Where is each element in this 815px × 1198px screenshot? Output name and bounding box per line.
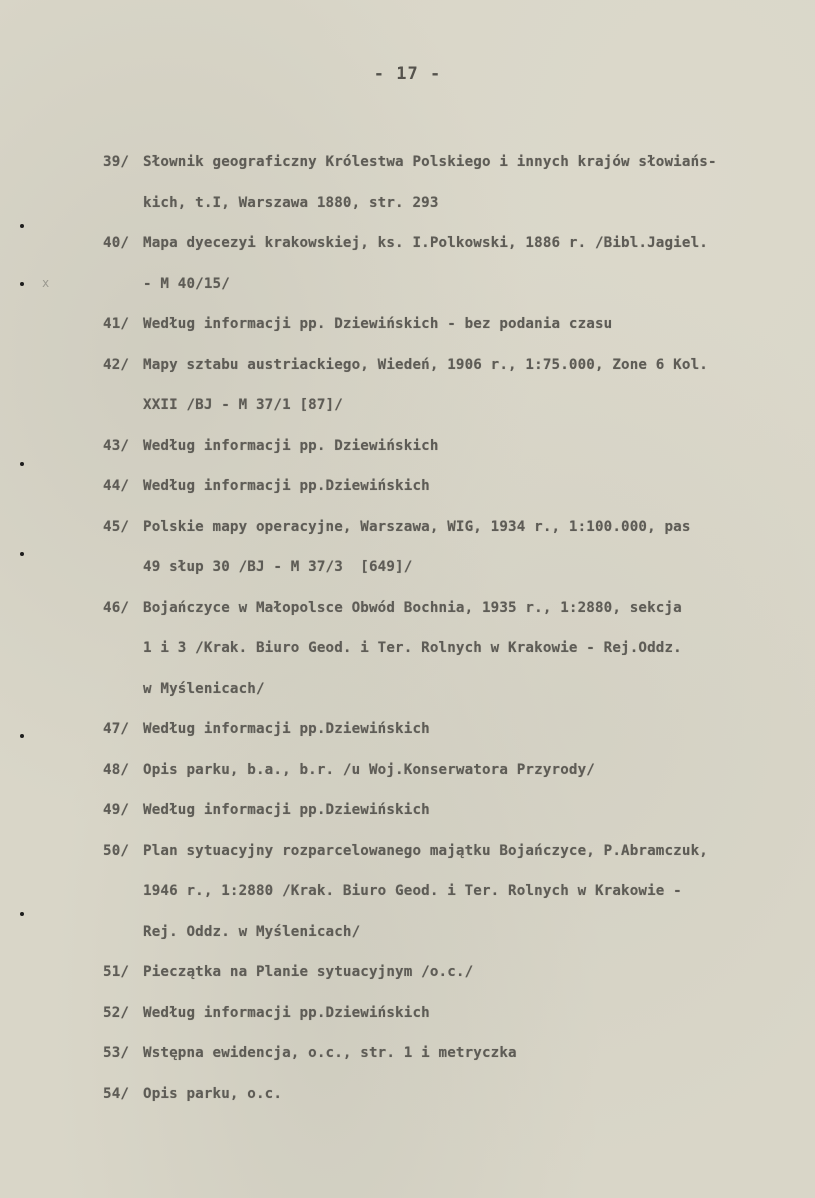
footnote-text: Opis parku, b.a., b.r. /u Woj.Konserwatora Przyrody/	[143, 761, 595, 778]
footnote-51	[103, 952, 803, 993]
footnote-49	[103, 790, 803, 831]
footnote-text: Mapy sztabu austriackiego, Wiedeń, 1906 r., 1:75.000, Zone 6 Kol.	[143, 356, 708, 373]
footnote-number: 46/	[103, 599, 130, 616]
footnote-text: Polskie mapy operacyjne, Warszawa, WIG, 1934 r., 1:100.000, pas	[143, 518, 691, 535]
footnote-number: 49/	[103, 802, 130, 818]
footnote-48	[103, 750, 803, 791]
footnote-text-continued: w Myślenicach/	[143, 680, 265, 697]
punch-hole-mark	[20, 224, 24, 228]
footnote-text-continued: Rej. Oddz. w Myślenicach/	[143, 923, 361, 940]
footnote-text: Według informacji pp. Dziewińskich - bez podania czasu	[143, 316, 613, 332]
footnote-text-continued: 49 słup 30 /BJ - M 37/3 [649]/	[143, 559, 413, 575]
punch-hole-mark	[20, 282, 24, 286]
footnote-46	[103, 588, 803, 710]
footnote-number: 53/	[103, 1045, 130, 1061]
footnote-text-continued: kich, t.I, Warszawa 1880, str. 293	[143, 194, 439, 211]
footnote-text-continued: - M 40/15/	[143, 275, 230, 292]
footnote-42	[103, 345, 803, 426]
footnote-43	[103, 426, 803, 467]
footnote-52	[103, 993, 803, 1034]
footnote-40	[103, 223, 803, 304]
footnote-number: 51/	[103, 964, 130, 980]
footnote-number: 52/	[103, 1004, 130, 1021]
footnote-text: Mapa dyecezyi krakowskiej, ks. I.Polkowski, 1886 r. /Bibl.Jagiel.	[143, 235, 708, 251]
footnote-53	[103, 1033, 803, 1074]
footnote-number: 50/	[103, 842, 130, 859]
footnote-number: 48/	[103, 761, 130, 778]
footnote-number: 45/	[103, 518, 130, 535]
page-number: - 17 -	[373, 64, 442, 84]
footnote-number: 47/	[103, 721, 130, 737]
footnote-44	[103, 466, 803, 507]
punch-hole-mark	[20, 734, 24, 738]
footnote-text: Według informacji pp.Dziewińskich	[143, 478, 430, 494]
footnote-text: Wstępna ewidencja, o.c., str. 1 i metryczka	[143, 1045, 517, 1061]
punch-hole-mark	[20, 462, 24, 466]
footnote-45	[103, 507, 803, 588]
punch-hole-mark	[20, 552, 24, 556]
footnote-text: Słownik geograficzny Królestwa Polskiego i innych krajów słowiańs-	[143, 154, 717, 170]
footnote-text: Według informacji pp.Dziewińskich	[143, 721, 430, 737]
footnote-number: 44/	[103, 478, 130, 494]
footnote-number: 41/	[103, 316, 130, 332]
footnote-text-continued: 1946 r., 1:2880 /Krak. Biuro Geod. i Ter. Rolnych w Krakowie -	[143, 883, 682, 899]
footnote-text: Opis parku, o.c.	[143, 1085, 283, 1102]
footnote-number: 39/	[103, 154, 130, 170]
footnote-47	[103, 709, 803, 750]
footnote-text: Plan sytuacyjny rozparcelowanego majątku Bojańczyce, P.Abramczuk,	[143, 842, 708, 859]
footnote-text: Bojańczyce w Małopolsce Obwód Bochnia, 1935 r., 1:2880, sekcja	[143, 599, 682, 616]
footnotes-list	[103, 142, 803, 1114]
footnote-number: 42/	[103, 356, 130, 373]
footnote-50	[103, 831, 803, 953]
footnote-number: 40/	[103, 235, 130, 251]
footnote-54	[103, 1074, 803, 1115]
footnote-41	[103, 304, 803, 345]
footnote-text-continued: 1 i 3 /Krak. Biuro Geod. i Ter. Rolnych w Krakowie - Rej.Oddz.	[143, 640, 682, 656]
footnote-number: 43/	[103, 437, 130, 454]
footnote-text: Pieczątka na Planie sytuacyjnym /o.c./	[143, 964, 474, 980]
footnote-text: Według informacji pp.Dziewińskich	[143, 802, 430, 818]
footnote-39	[103, 142, 803, 223]
footnote-text-continued: XXII /BJ - M 37/1 [87]/	[143, 397, 343, 413]
footnote-text: Według informacji pp.Dziewińskich	[143, 1004, 430, 1021]
punch-hole-mark	[20, 912, 24, 916]
footnote-number: 54/	[103, 1085, 130, 1102]
stray-mark: x	[42, 276, 50, 290]
footnote-text: Według informacji pp. Dziewińskich	[143, 437, 439, 454]
